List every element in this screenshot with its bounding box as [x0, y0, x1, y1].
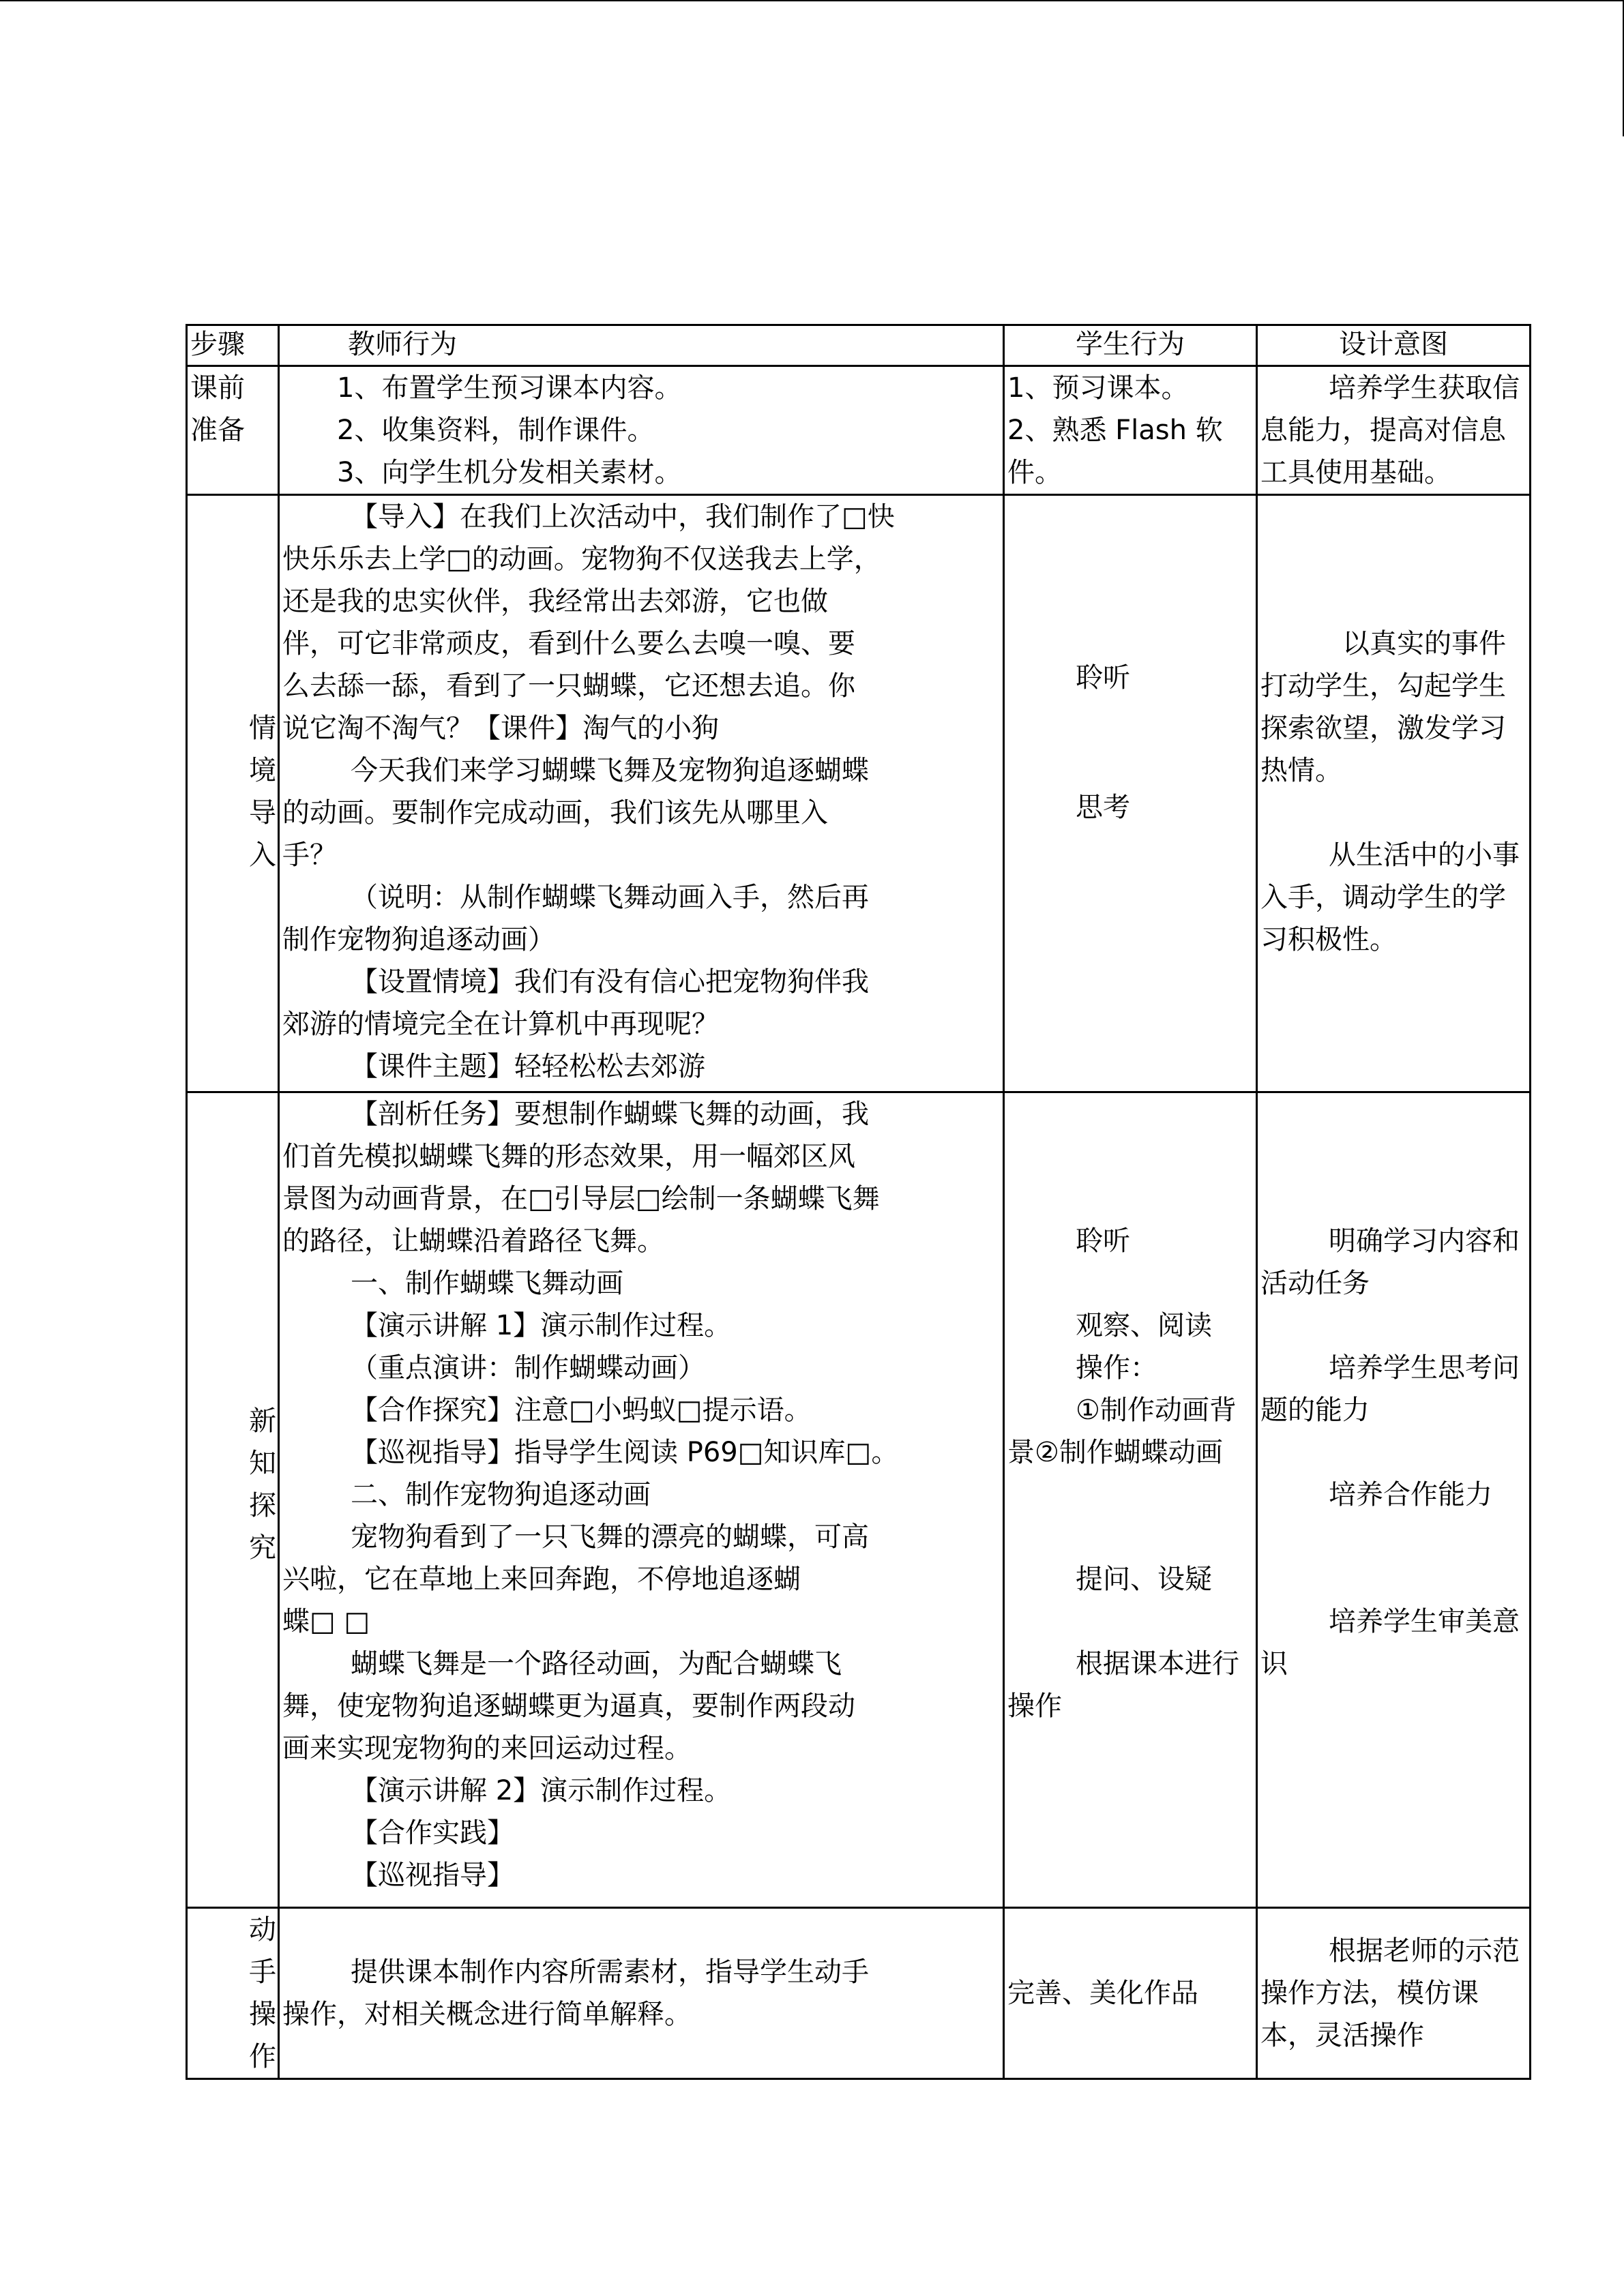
intent-explore-line: 明确学习内容和 [1329, 1225, 1520, 1257]
teacher-explore-line: 蝴蝶飞舞是一个路径动画，为配合蝴蝶飞 [351, 1648, 842, 1680]
teacher-prep [279, 366, 1004, 495]
teacher-intro-line: 么去舔一舔，看到了一只蝴蝶，它还想去追。你 [282, 670, 855, 702]
teacher-explore-line: 【演示讲解 1】演示制作过程。 [351, 1310, 732, 1341]
teacher-explore [279, 1092, 1004, 1908]
intent-prep [1257, 366, 1531, 495]
spacer [1007, 1262, 1253, 1304]
teacher-explore-line: 【剖析任务】要想制作蝴蝶飞舞的动画，我 [351, 1099, 869, 1130]
teacher-intro-line: 快乐乐去上学□的动画。宠物狗不仅送我去上学， [282, 543, 881, 575]
teacher-prep-line: 2、收集资料，制作课件。 [337, 415, 655, 446]
student-explore-line: 观察、阅读 [1076, 1310, 1212, 1341]
intent-explore-line: 培养合作能力 [1329, 1479, 1492, 1510]
table-row-prep [187, 366, 1531, 495]
teacher-explore-line: 二、制作宠物狗追逐动画 [351, 1479, 651, 1510]
teacher-explore-line: 景图为动画背景，在□引导层□绘制一条蝴蝶飞舞 [282, 1183, 880, 1214]
teacher-explore-line: 舞，使宠物狗追逐蝴蝶更为逼真，要制作两段动 [282, 1690, 855, 1722]
teacher-explore-line: 画来实现宠物狗的来回运动过程。 [282, 1733, 692, 1764]
step-explore-char: 探 [249, 1490, 276, 1521]
header-teacher [279, 325, 1004, 366]
intent-intro-line: 探索欲望，激发学习 [1260, 713, 1506, 744]
teacher-practice [279, 1908, 1004, 2079]
step-explore [187, 1092, 279, 1908]
intent-prep-line: 工具使用基础。 [1260, 457, 1451, 488]
intent-explore-line: 培养学生思考问 [1329, 1352, 1520, 1384]
step-explore-char: 究 [249, 1532, 276, 1564]
student-prep-line: 2、熟悉 Flash 软 [1007, 415, 1223, 446]
header-step: 步骤 [187, 325, 279, 366]
intent-intro [1257, 495, 1531, 1092]
teacher-explore-line: （重点演讲：制作蝴蝶动画） [351, 1352, 705, 1384]
teacher-explore-line: 兴啦，它在草地上来回奔跑，不停地追逐蝴 [282, 1564, 801, 1595]
teacher-explore-line: 的路径，让蝴蝶沿着路径飞舞。 [282, 1225, 664, 1257]
student-prep [1004, 366, 1257, 495]
spacer [1260, 1431, 1526, 1474]
intent-explore-line: 活动任务 [1260, 1268, 1370, 1299]
spacer [1007, 1093, 1253, 1220]
student-intro-line: 聆听 [1076, 662, 1130, 694]
intent-intro-line: 从生活中的小事 [1329, 839, 1520, 871]
teacher-intro-line: 郊游的情境完全在计算机中再现呢？ [282, 1009, 719, 1040]
teacher-intro-line: 手？ [282, 839, 337, 871]
student-practice-line: 完善、美化作品 [1007, 1978, 1198, 2009]
intent-intro-line: 入手，调动学生的学 [1260, 882, 1506, 913]
teacher-intro-line: 今天我们来学习蝴蝶飞舞及宠物狗追逐蝴蝶 [351, 755, 869, 786]
teacher-explore-line: 蝶□ □ [282, 1606, 370, 1637]
step-prep-line2: 准备 [190, 415, 245, 446]
teacher-intro-line: 【课件主题】轻轻松松去郊游 [351, 1051, 705, 1082]
intent-intro-line: 打动学生，勾起学生 [1260, 670, 1506, 702]
table-row-practice [187, 1908, 1531, 2079]
header-student: 学生行为 [1004, 325, 1257, 366]
teacher-explore-line: 宠物狗看到了一只飞舞的漂亮的蝴蝶，可高 [351, 1521, 869, 1553]
teacher-intro-line: 说它淘不淘气？【课件】淘气的小狗 [282, 713, 719, 744]
spacer [1260, 792, 1526, 834]
teacher-explore-line: 们首先模拟蝴蝶飞舞的形态效果，用一幅郊区风 [282, 1141, 855, 1172]
intent-practice-line: 根据老师的示范 [1329, 1935, 1520, 1967]
student-prep-line: 1、预习课本。 [1007, 372, 1189, 404]
intent-intro-line: 习积极性。 [1260, 924, 1397, 955]
step-practice-char: 操 [249, 1999, 276, 2030]
spacer [1007, 496, 1253, 665]
step-intro-char: 境 [249, 755, 276, 786]
intent-explore-line: 培养学生审美意 [1329, 1606, 1520, 1637]
student-explore-line: 操作 [1007, 1690, 1062, 1722]
teacher-explore-line: 【合作探究】注意□小蚂蚁□提示语。 [351, 1395, 812, 1426]
step-practice-char: 手 [249, 1956, 276, 1988]
intent-explore [1257, 1092, 1531, 1908]
teacher-intro-line: 【导入】在我们上次活动中，我们制作了□快 [351, 501, 895, 533]
spacer [1007, 699, 1253, 786]
student-practice [1004, 1908, 1257, 2079]
table-row-explore [187, 1092, 1531, 1908]
teacher-intro-line: 的动画。要制作完成动画，我们该先从哪里入 [282, 797, 828, 829]
table-header-row [187, 325, 1531, 366]
teacher-intro-line: 还是我的忠实伙伴，我经常出去郊游，它也做 [282, 586, 828, 617]
step-intro [187, 495, 279, 1092]
header-intent: 设计意图 [1257, 325, 1531, 366]
lesson-plan-table [186, 324, 1531, 2080]
spacer [1260, 496, 1526, 623]
intent-practice [1257, 1908, 1531, 2079]
table-row-intro [187, 495, 1531, 1092]
top-border-line [0, 0, 1624, 1]
teacher-explore-line: 【演示讲解 2】演示制作过程。 [351, 1775, 732, 1806]
step-explore-char: 知 [249, 1448, 276, 1479]
intent-practice-line: 操作方法，模仿课 [1260, 1978, 1479, 2009]
step-practice-char: 动 [249, 1914, 276, 1945]
step-explore-char: 新 [249, 1405, 276, 1437]
teacher-intro-line: 伴，可它非常顽皮，看到什么要么去嗅一嗅、要 [282, 628, 855, 659]
student-explore-line: 聆听 [1076, 1225, 1130, 1257]
intent-intro-line: 热情。 [1260, 755, 1342, 786]
intent-intro-line: 以真实的事件 [1342, 628, 1506, 659]
student-intro-line: 思考 [1076, 792, 1130, 823]
teacher-explore-line: 一、制作蝴蝶飞舞动画 [351, 1268, 623, 1299]
student-explore-line: 根据课本进行 [1076, 1648, 1239, 1680]
teacher-intro-line: （说明：从制作蝴蝶飞舞动画入手，然后再 [351, 882, 869, 913]
student-intro [1004, 495, 1257, 1092]
intent-explore-line: 识 [1260, 1648, 1288, 1680]
student-explore-line: 操作： [1076, 1352, 1157, 1384]
teacher-practice-line: 操作，对相关概念进行简单解释。 [282, 1999, 692, 2030]
student-explore-line: ①制作动画背 [1076, 1395, 1237, 1426]
teacher-intro-line: 制作宠物狗追逐动画） [282, 924, 555, 955]
student-prep-line: 件。 [1007, 457, 1062, 488]
step-intro-char: 情 [249, 713, 276, 744]
spacer [1260, 1516, 1526, 1600]
intent-practice-line: 本，灵活操作 [1260, 2020, 1424, 2051]
spacer [1260, 1304, 1526, 1347]
teacher-practice-line: 提供课本制作内容所需素材，指导学生动手 [351, 1956, 869, 1988]
spacer [1007, 1600, 1253, 1643]
step-prep-line1: 课前 [190, 372, 245, 404]
step-intro-char: 入 [249, 839, 276, 871]
spacer [1260, 1093, 1526, 1220]
teacher-explore-line: 【巡视指导】 [351, 1860, 514, 1891]
intent-prep-line: 培养学生获取信 [1329, 372, 1520, 404]
step-prep [187, 366, 279, 495]
teacher-explore-line: 【合作实践】 [351, 1817, 514, 1849]
teacher-intro [279, 495, 1004, 1092]
teacher-intro-line: 【设置情境】我们有没有信心把宠物狗伴我 [351, 966, 869, 998]
step-practice-char: 作 [249, 2041, 276, 2072]
teacher-prep-line: 1、布置学生预习课本内容。 [337, 372, 682, 404]
teacher-prep-line: 3、向学生机分发相关素材。 [337, 457, 682, 488]
student-explore-line: 景②制作蝴蝶动画 [1007, 1437, 1223, 1468]
student-explore-line: 提问、设疑 [1076, 1564, 1212, 1595]
header-teacher-text: 教师行为 [348, 329, 457, 360]
intent-explore-line: 题的能力 [1260, 1395, 1370, 1426]
spacer [1007, 1474, 1253, 1558]
student-explore [1004, 1092, 1257, 1908]
intent-prep-line: 息能力，提高对信息 [1260, 415, 1506, 446]
step-intro-char: 导 [249, 797, 276, 829]
teacher-explore-line: 【巡视指导】指导学生阅读 P69□知识库□。 [351, 1437, 899, 1468]
step-practice [187, 1908, 279, 2079]
